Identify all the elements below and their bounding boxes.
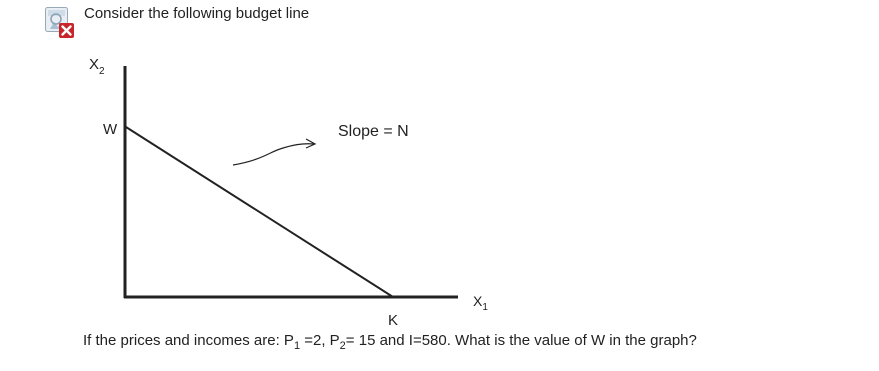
y-axis-label: $X_2$ bbox=[89, 56, 105, 77]
slope-label: Slope = N bbox=[338, 123, 409, 140]
slope-pointer-arrow bbox=[233, 144, 314, 165]
w-intercept-label: W bbox=[103, 121, 118, 138]
question-text: If the prices and incomes are: $P_1 =2$, $P_2= 15$ and I=580. What is the value of W in the graph? bbox=[83, 332, 697, 352]
k-intercept-label: K bbox=[388, 312, 399, 329]
x-axis-label: $X_1$ bbox=[473, 293, 488, 313]
budget-line bbox=[126, 127, 393, 297]
intro-text: Consider the following budget line bbox=[84, 5, 310, 22]
